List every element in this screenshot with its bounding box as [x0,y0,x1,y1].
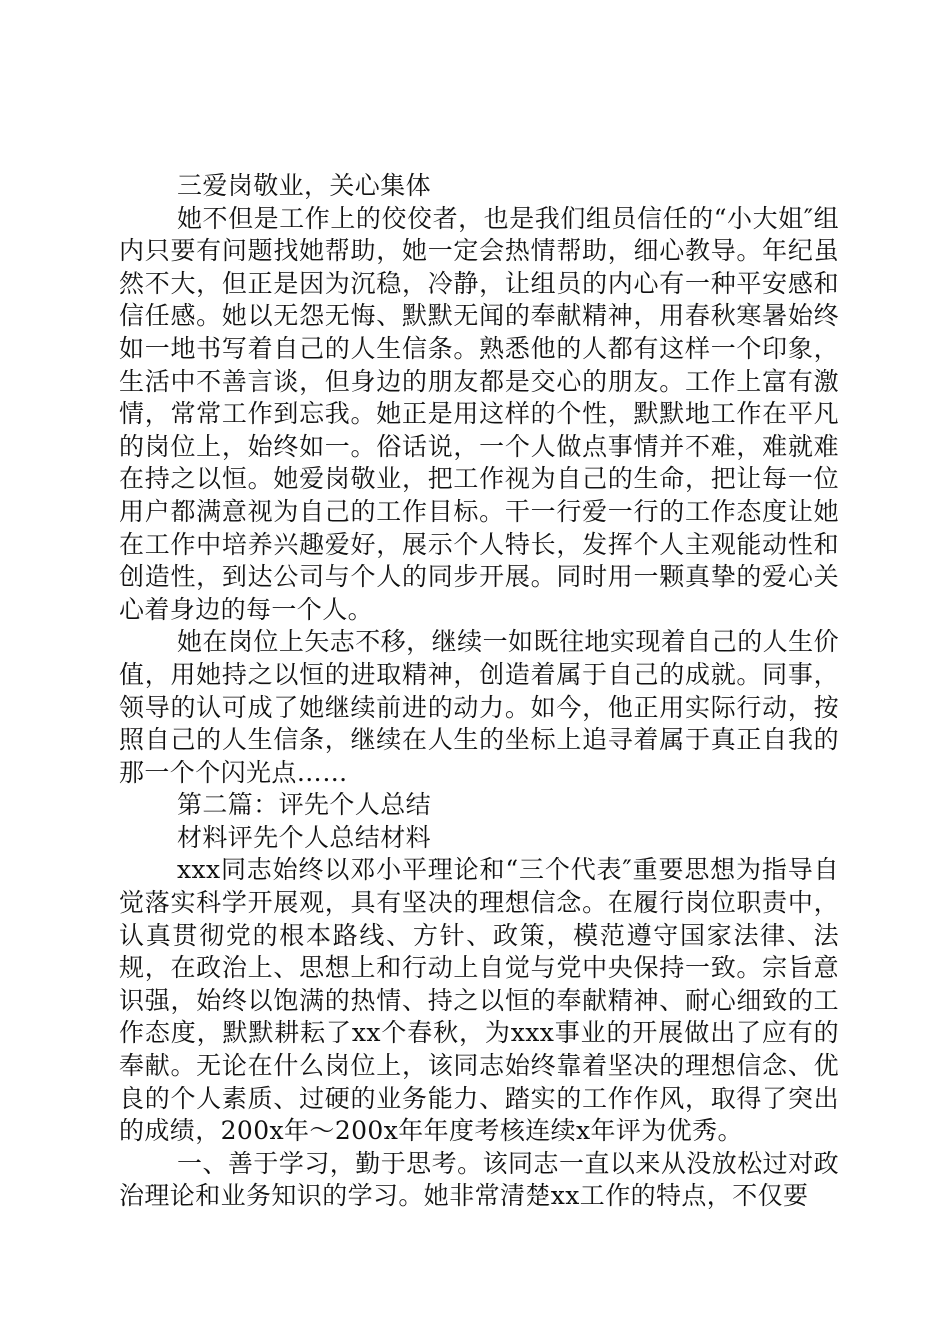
paragraph-body: xxx同志始终以邓小平理论和“三个代表″重要思想为指导自觉落实科学开展观，具有坚决的理想信念。在履行岗位职责中，认真贯彻党的根本路线、方针、政策，模范遵守国家法律、法规，在政治上、思想上和行动上自觉与党中央保持一致。宗旨意识强，始终以饱满的热情、持之以恒的奉献精神、耐心细致的工作态度，默默耕耘了xx个春秋，为xxx事业的开展做出了应有的奉献。无论在什么岗位上，该同志始终靠着坚决的理想信念、优良的个人素质、过硬的业务能力、踏实的工作作风，取得了突出的成绩，200x年～200x年年度考核连续x年评为优秀。 [119,855,839,1146]
document-body [119,170,839,1213]
paragraph-body: 一、善于学习，勤于思考。该同志一直以来从没放松过对政治理论和业务知识的学习。她非常清楚xx工作的特点，不仅要 [119,1148,839,1211]
paragraph-heading-dedication: 三爱岗敬业，关心集体 [177,171,432,200]
paragraph-heading-title: 材料评先个人总结材料 [177,822,432,852]
paragraph-body: 她在岗位上矢志不移，继续一如既往地实现着自己的人生价值，用她持之以恒的进取精神，创造着属于自己的成就。同事，领导的认可成了她继续前进的动力。如今，他正用实际行动，按照自己的人生信条，继续在人生的坐标上追寻着属于真正自我的那一个个闪光点…… [119,627,839,787]
paragraph-heading-chapter: 第二篇：评先个人总结 [177,790,432,820]
paragraph-body: 她不但是工作上的佼佼者，也是我们组员信任的“小大姐″组内只要有问题找她帮助，她一定会热情帮助，细心教导。年纪虽然不大，但正是因为沉稳，冷静，让组员的内心有一种平安感和信任感。她以无怨无悔、默默无闻的奉献精神，用春秋寒暑始终如一地书写着自己的人生信条。熟悉他的人都有这样一个印象，生活中不善言谈，但身边的朋友都是交心的朋友。工作上富有激情，常常工作到忘我。她正是用这样的个性，默默地工作在平凡的岗位上，始终如一。俗话说，一个人做点事情并不难，难就难在持之以恒。她爱岗敬业，把工作视为自己的生命，把让每一位用户都满意视为自己的工作目标。干一行爱一行的工作态度让她在工作中培养兴趣爱好，展示个人特长，发挥个人主观能动性和创造性，到达公司与个人的同步开展。同时用一颗真挚的爱心关心着身边的每一个人。 [119,203,839,624]
